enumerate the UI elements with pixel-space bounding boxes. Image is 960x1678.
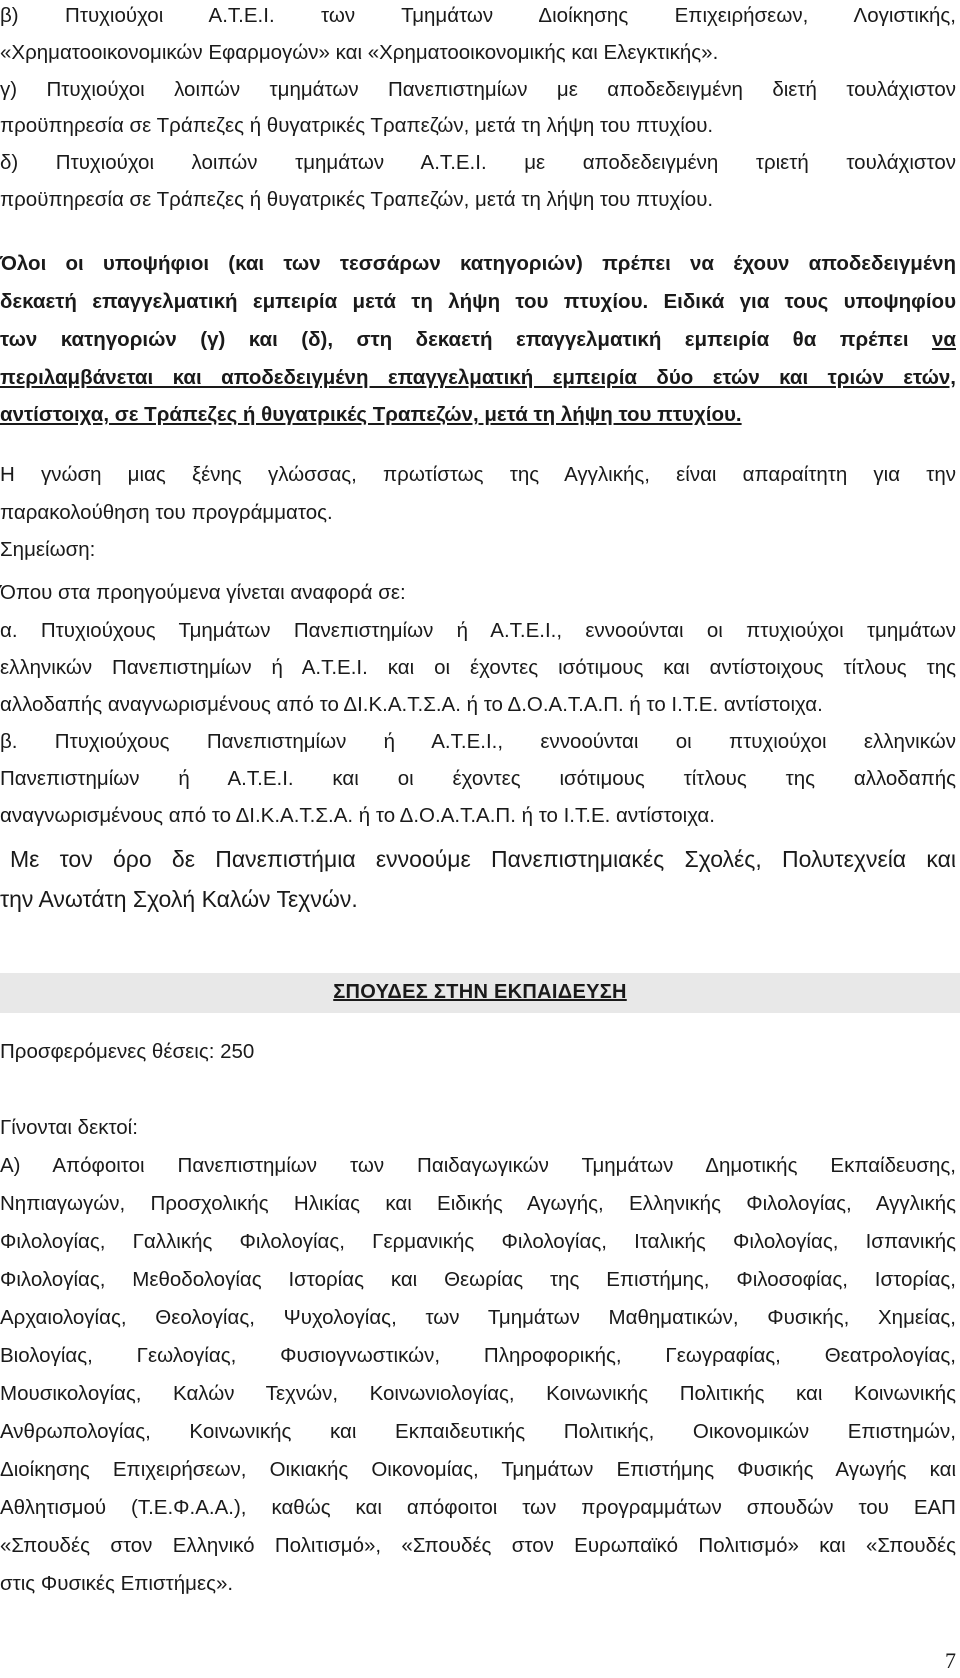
accepted-line-11: «Σπουδές στον Ελληνικό Πολιτισμό», «Σπουδές στον Ευρωπαϊκό Πολιτισμό» και «Σπουδές <box>0 1534 956 1557</box>
note-a-line-1: α. Πτυχιούχους Τμημάτων Πανεπιστημίων ή Α.Τ.Ε.Ι., εννοούνται οι πτυχιούχοι τμημάτων <box>0 619 956 642</box>
experience-requirement-line-3-text: των κατηγοριών (γ) και (δ), στη δεκαετή επαγγελματική εμπειρία θα πρέπει <box>0 328 909 351</box>
accepted-line-2: Νηπιαγωγών, Προσχολικής Ηλικίας και Ειδικής Αγωγής, Ελληνικής Φιλολογίας, Αγγλικής <box>0 1192 956 1215</box>
experience-requirement-line-1: Όλοι οι υποψήφιοι (και των τεσσάρων κατηγοριών) πρέπει να έχουν αποδεδειγμένη <box>0 252 956 275</box>
accepted-line-4: Φιλολογίας, Μεθοδολογίας Ιστορίας και Θεωρίας της Επιστήμης, Φιλοσοφίας, Ιστορίας, <box>0 1268 956 1291</box>
accepted-line-12: στις Φυσικές Επιστήμες». <box>0 1572 234 1595</box>
experience-requirement-line-3-underlined: να <box>931 328 956 351</box>
experience-requirement-line-3 <box>0 321 956 359</box>
experience-requirement-line-4: περιλαμβάνεται και αποδεδειγμένη επαγγελματική εμπειρία δύο ετών και τριών ετών, <box>0 366 956 389</box>
category-b-line-1: β) Πτυχιούχοι Α.Τ.Ε.Ι. των Τμημάτων Διοίκησης Επιχειρήσεων, Λογιστικής, <box>0 4 956 27</box>
experience-requirement-line-2: δεκαετή επαγγελματική εμπειρία μετά τη λήψη του πτυχίου. Ειδικά για τους υποψηφίου <box>0 290 956 313</box>
section-title: ΣΠΟΥΔΕΣ ΣΤΗΝ ΕΚΠΑΙΔΕΥΣΗ <box>333 981 627 1003</box>
accepted-line-1: Α) Απόφοιτοι Πανεπιστημίων των Παιδαγωγικών Τμημάτων Δημοτικής Εκπαίδευσης, <box>0 1154 956 1177</box>
accepted-line-9: Διοίκησης Επιχειρήσεων, Οικιακής Οικονομίας, Τμημάτων Επιστήμης Φυσικής Αγωγής και <box>0 1458 956 1481</box>
category-d-line-2: προϋπηρεσία σε Τράπεζες ή θυγατρικές Τραπεζών, μετά τη λήψη του πτυχίου. <box>0 188 714 211</box>
note-b-line-3: αναγνωρισμένους από το ΔΙ.Κ.Α.Τ.Σ.Α. ή το Δ.Ο.Α.Τ.Α.Π. ή το Ι.Τ.Ε. αντίστοιχα. <box>0 804 715 827</box>
note-a-line-3: αλλοδαπής αναγνωρισμένους από το ΔΙ.Κ.Α.Τ.Σ.Α. ή το Δ.Ο.Α.Τ.Α.Π. ή το Ι.Τ.Ε. αντίστοιχα. <box>0 693 823 716</box>
page-number: 7 <box>945 1648 956 1673</box>
experience-requirement-line-5: αντίστοιχα, σε Τράπεζες ή θυγατρικές Τραπεζών, μετά τη λήψη του πτυχίου. <box>0 403 742 426</box>
accepted-line-7: Μουσικολογίας, Καλών Τεχνών, Κοινωνιολογίας, Κοινωνικής Πολιτικής και Κοινωνικής <box>0 1382 956 1405</box>
note-label: Σημείωση: <box>0 538 96 561</box>
accepted-line-10: Αθλητισμού (Τ.Ε.Φ.Α.Α.), καθώς και απόφοιτοι των προγραμμάτων σπουδών του ΕΑΠ <box>0 1496 956 1519</box>
language-requirement-line-2: παρακολούθηση του προγράμματος. <box>0 501 333 524</box>
note-b-line-2: Πανεπιστημίων ή Α.Τ.Ε.Ι. και οι έχοντες ισότιμους τίτλους της αλλοδαπής <box>0 767 956 790</box>
positions-offered: Προσφερόμενες θέσεις: 250 <box>0 1040 255 1063</box>
accepted-line-8: Ανθρωπολογίας, Κοινωνικής και Εκπαιδευτικής Πολιτικής, Οικονομικών Επιστημών, <box>0 1420 956 1443</box>
accepted-line-6: Βιολογίας, Γεωλογίας, Φυσιογνωστικών, Πληροφορικής, Γεωγραφίας, Θεατρολογίας, <box>0 1344 956 1367</box>
category-d-line-1: δ) Πτυχιούχοι λοιπών τμημάτων Α.Τ.Ε.Ι. με αποδεδειγμένη τριετή τουλάχιστον <box>0 151 956 174</box>
note-a-line-2: ελληνικών Πανεπιστημίων ή Α.Τ.Ε.Ι. και οι έχοντες ισότιμους και αντίστοιχους τίτλους της <box>0 656 956 679</box>
note-intro: Όπου στα προηγούμενα γίνεται αναφορά σε: <box>0 581 406 604</box>
university-definition-line-2: την Ανωτάτη Σχολή Καλών Τεχνών. <box>0 886 358 912</box>
accepted-line-3: Φιλολογίας, Γαλλικής Φιλολογίας, Γερμανικής Φιλολογίας, Ιταλικής Φιλολογίας, Ισπανικής <box>0 1230 956 1253</box>
category-c-line-2: προϋπηρεσία σε Τράπεζες ή θυγατρικές Τραπεζών, μετά τη λήψη του πτυχίου. <box>0 114 714 137</box>
university-definition-line-1: Με τον όρο δε Πανεπιστήμια εννοούμε Πανεπιστημιακές Σχολές, Πολυτεχνεία και <box>10 846 956 872</box>
language-requirement-line-1: Η γνώση μιας ξένης γλώσσας, πρωτίστως της Αγγλικής, είναι απαραίτητη για την <box>0 463 956 486</box>
note-b-line-1: β. Πτυχιούχους Πανεπιστημίων ή Α.Τ.Ε.Ι., εννοούνται οι πτυχιούχοι ελληνικών <box>0 730 956 753</box>
accepted-label: Γίνονται δεκτοί: <box>0 1116 138 1139</box>
category-b-line-2: «Χρηματοοικονομικών Εφαρμογών» και «Χρηματοοικονομικής και Ελεγκτικής». <box>0 41 719 64</box>
accepted-line-5: Αρχαιολογίας, Θεολογίας, Ψυχολογίας, των Τμημάτων Μαθηματικών, Φυσικής, Χημείας, <box>0 1306 956 1329</box>
category-c-line-1: γ) Πτυχιούχοι λοιπών τμημάτων Πανεπιστημίων με αποδεδειγμένη διετή τουλάχιστον <box>0 78 956 101</box>
